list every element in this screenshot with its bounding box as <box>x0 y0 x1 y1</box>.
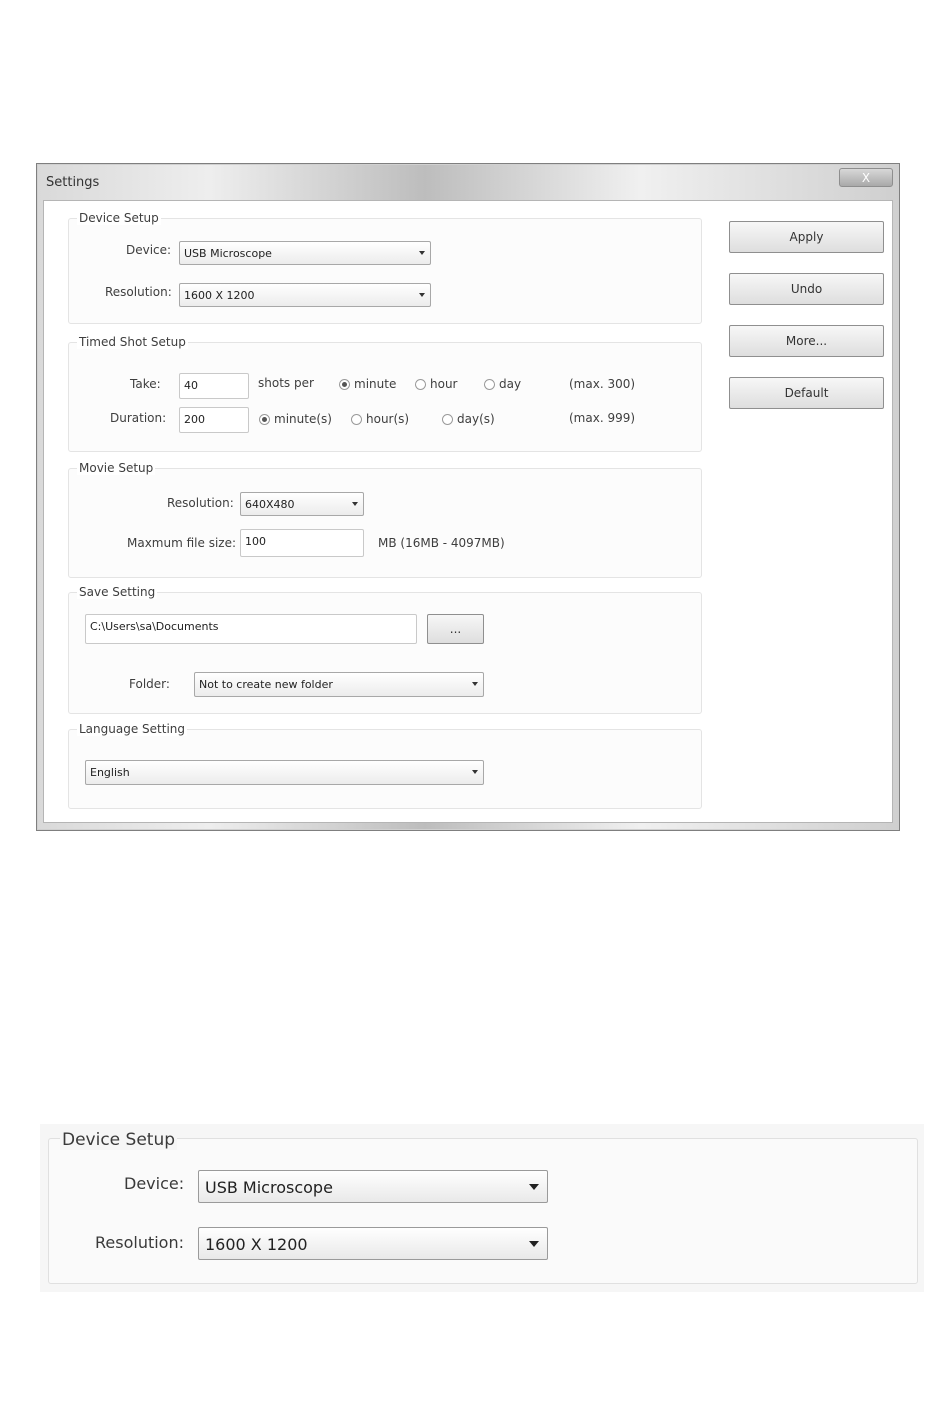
chevron-down-icon <box>472 682 478 686</box>
apply-button[interactable] <box>729 221 884 253</box>
radio-selected-icon <box>259 414 270 425</box>
max-file-size-label: Maxmum file size: <box>127 536 237 550</box>
duration-input[interactable] <box>179 407 249 433</box>
chevron-down-icon <box>529 1241 539 1247</box>
folder-select-value: Not to create new folder <box>199 678 333 691</box>
language-setting-group <box>68 722 702 809</box>
duration-radio-hours[interactable] <box>351 412 409 426</box>
undo-button[interactable] <box>729 273 884 305</box>
chevron-down-icon <box>419 293 425 297</box>
zoom-device-label: Device: <box>124 1174 185 1193</box>
take-max-label: (max. 300) <box>569 377 636 391</box>
save-path-input[interactable] <box>85 614 417 644</box>
close-button[interactable] <box>839 168 893 187</box>
movie-resolution-label: Resolution: <box>167 496 234 510</box>
resolution-label: Resolution: <box>105 285 172 299</box>
duration-input-value: 200 <box>184 413 205 426</box>
duration-max-label: (max. 999) <box>569 411 636 425</box>
take-input-value: 40 <box>184 379 198 392</box>
movie-resolution-value: 640X480 <box>245 498 295 511</box>
zoom-resolution-select[interactable] <box>198 1227 548 1260</box>
zoom-resolution-label: Resolution: <box>95 1233 184 1252</box>
device-select-value: USB Microscope <box>184 247 272 260</box>
radio-icon <box>484 379 495 390</box>
radio-icon <box>415 379 426 390</box>
resolution-select-value: 1600 X 1200 <box>184 289 255 302</box>
duration-label: Duration: <box>110 411 167 425</box>
more-button-label: More... <box>785 334 828 348</box>
take-radio-day-label: day <box>499 377 522 391</box>
radio-icon <box>351 414 362 425</box>
zoom-group-frame <box>48 1138 918 1284</box>
shots-per-label: shots per <box>258 376 314 390</box>
undo-button-label: Undo <box>790 282 823 296</box>
max-file-size-range: MB (16MB - 4097MB) <box>378 536 505 550</box>
take-input[interactable] <box>179 373 249 399</box>
default-button-label: Default <box>784 386 829 400</box>
movie-resolution-select[interactable] <box>240 492 364 516</box>
chevron-down-icon <box>419 251 425 255</box>
chevron-down-icon <box>352 502 358 506</box>
take-radio-hour[interactable] <box>415 377 458 391</box>
radio-selected-icon <box>339 379 350 390</box>
zoom-resolution-value: 1600 X 1200 <box>205 1235 308 1254</box>
close-icon: X <box>861 170 871 185</box>
take-radio-hour-label: hour <box>430 377 458 391</box>
take-label: Take: <box>130 377 161 391</box>
save-setting-label: Save Setting <box>79 585 156 599</box>
max-file-size-input[interactable] <box>240 529 364 557</box>
timed-shot-label: Timed Shot Setup <box>79 335 186 349</box>
take-radio-minute[interactable] <box>339 377 396 391</box>
chevron-down-icon <box>472 770 478 774</box>
radio-icon <box>442 414 453 425</box>
device-select[interactable] <box>179 241 431 265</box>
zoom-device-setup-label: Device Setup <box>62 1130 176 1150</box>
take-radio-minute-label: minute <box>354 377 397 391</box>
zoom-device-select[interactable] <box>198 1170 548 1203</box>
resolution-select[interactable] <box>179 283 431 307</box>
browse-button[interactable] <box>427 614 484 644</box>
movie-setup-label: Movie Setup <box>79 461 154 475</box>
device-setup-label: Device Setup <box>79 211 159 225</box>
max-file-size-value: 100 <box>245 535 266 548</box>
device-label: Device: <box>126 243 172 257</box>
language-select-value: English <box>90 766 130 779</box>
settings-client-area <box>43 200 893 823</box>
default-button[interactable] <box>729 377 884 409</box>
timed-shot-group <box>68 335 702 452</box>
settings-window <box>36 163 900 831</box>
duration-radio-minutes[interactable] <box>259 412 332 426</box>
title-bar[interactable] <box>37 164 899 200</box>
language-select[interactable] <box>85 760 484 785</box>
duration-radio-minutes-label: minute(s) <box>274 412 332 426</box>
take-radio-day[interactable] <box>484 377 521 391</box>
window-title: Settings <box>46 175 100 190</box>
save-setting-group <box>68 585 702 714</box>
browse-button-label: ... <box>449 622 462 636</box>
more-button[interactable] <box>729 325 884 357</box>
duration-radio-hours-label: hour(s) <box>366 412 410 426</box>
movie-setup-group <box>68 461 702 578</box>
apply-button-label: Apply <box>789 230 824 244</box>
folder-select[interactable] <box>194 672 484 697</box>
chevron-down-icon <box>529 1184 539 1190</box>
device-setup-group <box>68 211 702 324</box>
zoom-device-value: USB Microscope <box>205 1178 333 1197</box>
folder-label: Folder: <box>129 677 170 691</box>
duration-radio-days[interactable] <box>442 412 495 426</box>
language-setting-label: Language Setting <box>79 722 186 736</box>
device-setup-zoom <box>40 1124 924 1292</box>
duration-radio-days-label: day(s) <box>457 412 495 426</box>
save-path-value: C:\Users\sa\Documents <box>90 620 219 633</box>
